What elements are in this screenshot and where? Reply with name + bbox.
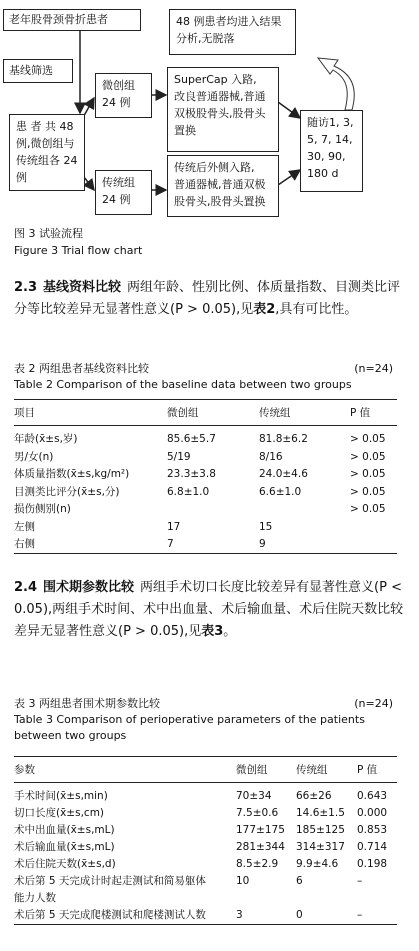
- table-cell: 314±317: [296, 841, 345, 853]
- figure-caption-en: Figure 3 Trial flow chart: [14, 244, 143, 257]
- table-cell: 8/16: [259, 450, 283, 463]
- table-row: [14, 856, 397, 873]
- table-cell: 7: [167, 538, 174, 550]
- table-row: [14, 788, 397, 805]
- table-cell: 66±26: [296, 790, 332, 802]
- figure-caption-cn: 图 3 试验流程: [14, 227, 83, 240]
- table-cell: > 0.05: [350, 503, 386, 515]
- table-cell: > 0.05: [350, 433, 386, 445]
- table-row: [14, 431, 397, 448]
- table-row: [14, 536, 397, 553]
- table-cell: > 0.05: [350, 450, 386, 463]
- box-elderly-patients: 老年股骨颈骨折患者: [3, 9, 141, 31]
- table2-bottom-rule: [14, 553, 397, 554]
- table-row: [14, 822, 397, 839]
- table-cell: –: [357, 875, 363, 887]
- table-cell: 术后第 5 天完成爬楼测试和爬楼测试人数: [14, 909, 206, 921]
- table-cell: 手术时间(x̄±s,min): [14, 790, 108, 802]
- table3-caption-en: Table 3 Comparison of perioperative parameters of the patients: [14, 713, 365, 726]
- section-text: 两组年龄、性别比例、体质量指数、目测类比评分等比较差异无显著性意义(P > 0.05),见: [14, 280, 401, 317]
- table-cell: 6: [296, 875, 303, 887]
- section-tail: ,具有可比性。: [275, 302, 358, 317]
- box-result-analysis: 48 例患者均进入结果 分析,无脱落: [169, 9, 296, 55]
- table3-top-rule: [14, 756, 397, 757]
- table-cell: 目测类比评分(x̄±s,分): [14, 485, 120, 498]
- table-ref: 表3: [201, 624, 224, 639]
- table-cell: 右侧: [14, 538, 35, 550]
- table-cell: 17: [167, 520, 181, 533]
- table-cell: 术中出血量(x̄±s,mL): [14, 824, 115, 836]
- table-row: [14, 449, 397, 466]
- box-followup: 随访1, 3, 5, 7, 14, 30, 90, 180 d: [300, 110, 363, 192]
- table-cell: 术后住院天数(x̄±s,d): [14, 858, 116, 870]
- table-cell: 281±344: [236, 841, 285, 853]
- table2-header: 项目 微创组 传统组 P 值: [14, 407, 371, 419]
- table-cell: 70±34: [236, 790, 272, 802]
- table-cell: 男/女(n): [14, 450, 54, 463]
- table-cell: 体质量指数(x̄±s,kg/m²): [14, 468, 130, 480]
- table-row: [14, 890, 397, 907]
- table-cell: 3: [236, 909, 243, 921]
- table2-caption-en: Table 2 Comparison of the baseline data between two groups: [14, 378, 352, 391]
- table-cell: 0.714: [357, 841, 388, 853]
- table2-top-rule: [14, 399, 397, 400]
- section-text: 两组手术切口长度比较差异有显著性意义(P < 0.05),两组手术时间、术中出血量、术后输血量、术后住院天数比较差异无显著性意义(P > 0.05),见: [14, 580, 404, 639]
- section-2-3: [14, 277, 409, 321]
- table3-header-rule: [14, 782, 397, 783]
- table-cell: 术后输血量(x̄±s,mL): [14, 841, 115, 853]
- table-cell: 81.8±6.2: [259, 433, 308, 445]
- table-cell: 0.000: [357, 807, 388, 819]
- table-cell: 切口长度(x̄±s,cm): [14, 807, 105, 819]
- section-heading: 围术期参数比较: [43, 580, 135, 595]
- table-cell: > 0.05: [350, 468, 386, 480]
- table3-bottom-rule: [14, 924, 397, 925]
- section-2-4: [14, 577, 409, 643]
- table-cell: –: [357, 909, 363, 921]
- table-cell: 0.198: [357, 858, 388, 870]
- table-cell: 损伤侧别(n): [14, 503, 71, 515]
- box-supercap-approach: SuperCap 入路, 改良普通器械,普通 双极股骨头,股骨头 置换: [167, 67, 279, 152]
- table-cell: 左侧: [14, 520, 35, 533]
- section-number: 2.4: [14, 580, 38, 595]
- section-number: 2.3: [14, 280, 38, 295]
- table-row: [14, 501, 397, 518]
- table-cell: 10: [236, 875, 250, 887]
- table-cell: 9.9±4.6: [296, 858, 339, 870]
- table-cell: > 0.05: [350, 485, 386, 498]
- table-cell: 7.5±0.6: [236, 807, 279, 819]
- table-cell: 9: [259, 538, 266, 550]
- table-cell: 23.3±3.8: [167, 468, 216, 480]
- box-patient-groups: 患 者 共 48 例,微创组与 传统组各 24 例: [9, 114, 85, 191]
- table-row: [14, 519, 397, 536]
- table-row: [14, 466, 397, 483]
- table-row: [14, 484, 397, 501]
- table-cell: 0: [296, 909, 303, 921]
- table-row: [14, 839, 397, 856]
- box-minimal-group: 微创组 24 例: [95, 73, 152, 118]
- table2-caption-cn: 表 2 两组患者基线资料比较 (n=24): [14, 362, 393, 375]
- table-cell: 6.6±1.0: [259, 485, 302, 498]
- table-row: [14, 907, 397, 924]
- table-cell: 5/19: [167, 450, 191, 463]
- table-row: [14, 873, 397, 890]
- table-cell: 6.8±1.0: [167, 485, 210, 498]
- box-posterior-approach: 传统后外侧入路, 普通器械,普通双极 股骨头,股骨头置换: [167, 155, 279, 217]
- table-cell: 177±175: [236, 824, 285, 836]
- table-cell: 24.0±4.6: [259, 468, 308, 480]
- table-cell: 术后第 5 天完成计时起走测试和简易躯体: [14, 875, 206, 887]
- table-cell: 15: [259, 520, 273, 533]
- box-baseline-screening: 基线筛选: [3, 59, 73, 83]
- table2-header-rule: [14, 425, 397, 426]
- table-cell: 0.853: [357, 824, 388, 836]
- table3-caption-en-2: between two groups: [14, 729, 127, 742]
- section-tail: 。: [223, 624, 237, 639]
- table-cell: 年龄(x̄±s,岁): [14, 433, 78, 445]
- table-row: [14, 805, 397, 822]
- table-cell: 185±125: [296, 824, 345, 836]
- table3-caption-cn: 表 3 两组患者围术期参数比较 (n=24): [14, 697, 393, 710]
- table-cell: 85.6±5.7: [167, 433, 216, 445]
- table-cell: 14.6±1.5: [296, 807, 345, 819]
- table-cell: 0.643: [357, 790, 388, 802]
- box-traditional-group: 传统组 24 例: [95, 170, 152, 215]
- table-cell: 8.5±2.9: [236, 858, 279, 870]
- table-ref: 表2: [253, 302, 276, 317]
- table-cell: 能力人数: [14, 892, 56, 904]
- table3-header: 参数 微创组 传统组 P 值: [14, 764, 378, 776]
- section-heading: 基线资料比较: [43, 280, 122, 295]
